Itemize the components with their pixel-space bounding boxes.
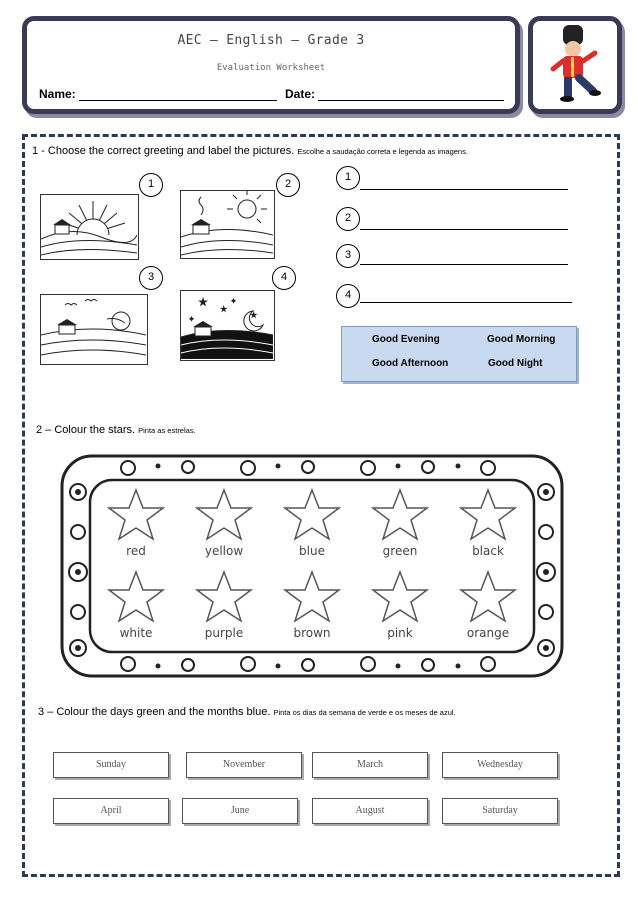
star-label: black [472, 544, 504, 558]
word-card[interactable]: Saturday [442, 798, 558, 824]
sunrise-picture [40, 194, 139, 260]
svg-text:★: ★ [221, 306, 227, 313]
answer-line-3[interactable] [360, 264, 568, 265]
word-card[interactable]: Sunday [53, 752, 169, 778]
name-field[interactable] [39, 87, 277, 101]
q1-instruction [32, 145, 468, 157]
q1-instruction-pt: Escolhe a saudação correta e legenda as imagens. [297, 147, 468, 156]
q3-instruction [38, 706, 456, 718]
answer-number-2: 2 [336, 207, 360, 231]
word-card[interactable]: April [53, 798, 169, 824]
greetings-word-bank [341, 326, 577, 382]
star-icon[interactable] [458, 488, 518, 542]
answer-line-1[interactable] [360, 189, 568, 190]
afternoon-picture [40, 294, 148, 365]
star-icon[interactable] [106, 570, 166, 624]
q3-instruction-pt: Pinta os dias da semana de verde e os meses de azul. [273, 708, 456, 717]
star-item-yellow[interactable] [180, 486, 268, 568]
star-label: red [126, 544, 146, 558]
star-label: white [119, 626, 153, 640]
star-label: orange [466, 626, 510, 640]
star-icon[interactable] [282, 570, 342, 624]
star-icon[interactable] [370, 570, 430, 624]
svg-text:★: ★ [251, 312, 257, 319]
star-item-purple[interactable] [180, 568, 268, 650]
star-item-blue[interactable] [268, 486, 356, 568]
word-card[interactable]: Wednesday [442, 752, 558, 778]
picture-number-2: 2 [276, 173, 300, 197]
word-card[interactable]: November [186, 752, 302, 778]
q2-instruction [36, 424, 196, 436]
date-field[interactable] [285, 87, 504, 101]
word-card[interactable]: August [312, 798, 428, 824]
star-item-white[interactable] [92, 568, 180, 650]
worksheet-subtitle: Evaluation Worksheet [216, 63, 326, 73]
star-label: yellow [204, 544, 244, 558]
svg-text:✦: ✦ [189, 316, 195, 323]
mascot-box [528, 16, 622, 114]
star-label: pink [387, 626, 413, 640]
word-good-morning: Good Morning [487, 334, 556, 345]
word-good-evening: Good Evening [372, 334, 440, 345]
header-box [22, 16, 520, 114]
answer-number-1: 1 [336, 166, 360, 190]
q3-instruction-en: 3 – Colour the days green and the months blue. [38, 706, 271, 718]
star-grid [92, 486, 532, 650]
name-label: Name: [39, 87, 76, 101]
star-item-black[interactable] [444, 486, 532, 568]
star-item-green[interactable] [356, 486, 444, 568]
star-label: purple [204, 626, 244, 640]
star-item-red[interactable] [92, 486, 180, 568]
answer-number-4: 4 [336, 284, 360, 308]
star-icon[interactable] [370, 488, 430, 542]
q1-instruction-en: 1 - Choose the correct greeting and label the pictures. [32, 145, 295, 157]
star-item-brown[interactable] [268, 568, 356, 650]
svg-text:✦: ✦ [231, 298, 237, 305]
worksheet-title: AEC – English – Grade 3 [177, 33, 365, 48]
star-icon[interactable] [282, 488, 342, 542]
word-good-night: Good Night [488, 358, 543, 369]
q2-instruction-pt: Pinta as estrelas. [138, 426, 196, 435]
star-icon[interactable] [194, 570, 254, 624]
stars-frame [58, 452, 566, 680]
q2-instruction-en: 2 – Colour the stars. [36, 424, 136, 436]
star-icon[interactable] [458, 570, 518, 624]
star-item-orange[interactable] [444, 568, 532, 650]
guard-mascot-icon [533, 21, 617, 109]
answer-line-4[interactable] [360, 302, 572, 303]
date-blank[interactable] [318, 88, 504, 101]
word-card[interactable]: June [182, 798, 298, 824]
star-icon[interactable] [106, 488, 166, 542]
star-label: green [382, 544, 418, 558]
picture-number-1: 1 [139, 173, 163, 197]
date-label: Date: [285, 87, 316, 101]
star-label: brown [293, 626, 331, 640]
star-item-pink[interactable] [356, 568, 444, 650]
answer-line-2[interactable] [360, 229, 568, 230]
picture-number-3: 3 [139, 266, 163, 290]
night-picture [180, 290, 275, 361]
sun-picture [180, 190, 275, 259]
word-card[interactable]: March [312, 752, 428, 778]
name-blank[interactable] [79, 88, 277, 101]
answer-number-3: 3 [336, 244, 360, 268]
picture-number-4: 4 [272, 266, 296, 290]
word-good-afternoon: Good Afternoon [372, 358, 449, 369]
star-label: blue [299, 544, 325, 558]
star-icon[interactable] [194, 488, 254, 542]
svg-text:★: ★ [199, 298, 208, 308]
